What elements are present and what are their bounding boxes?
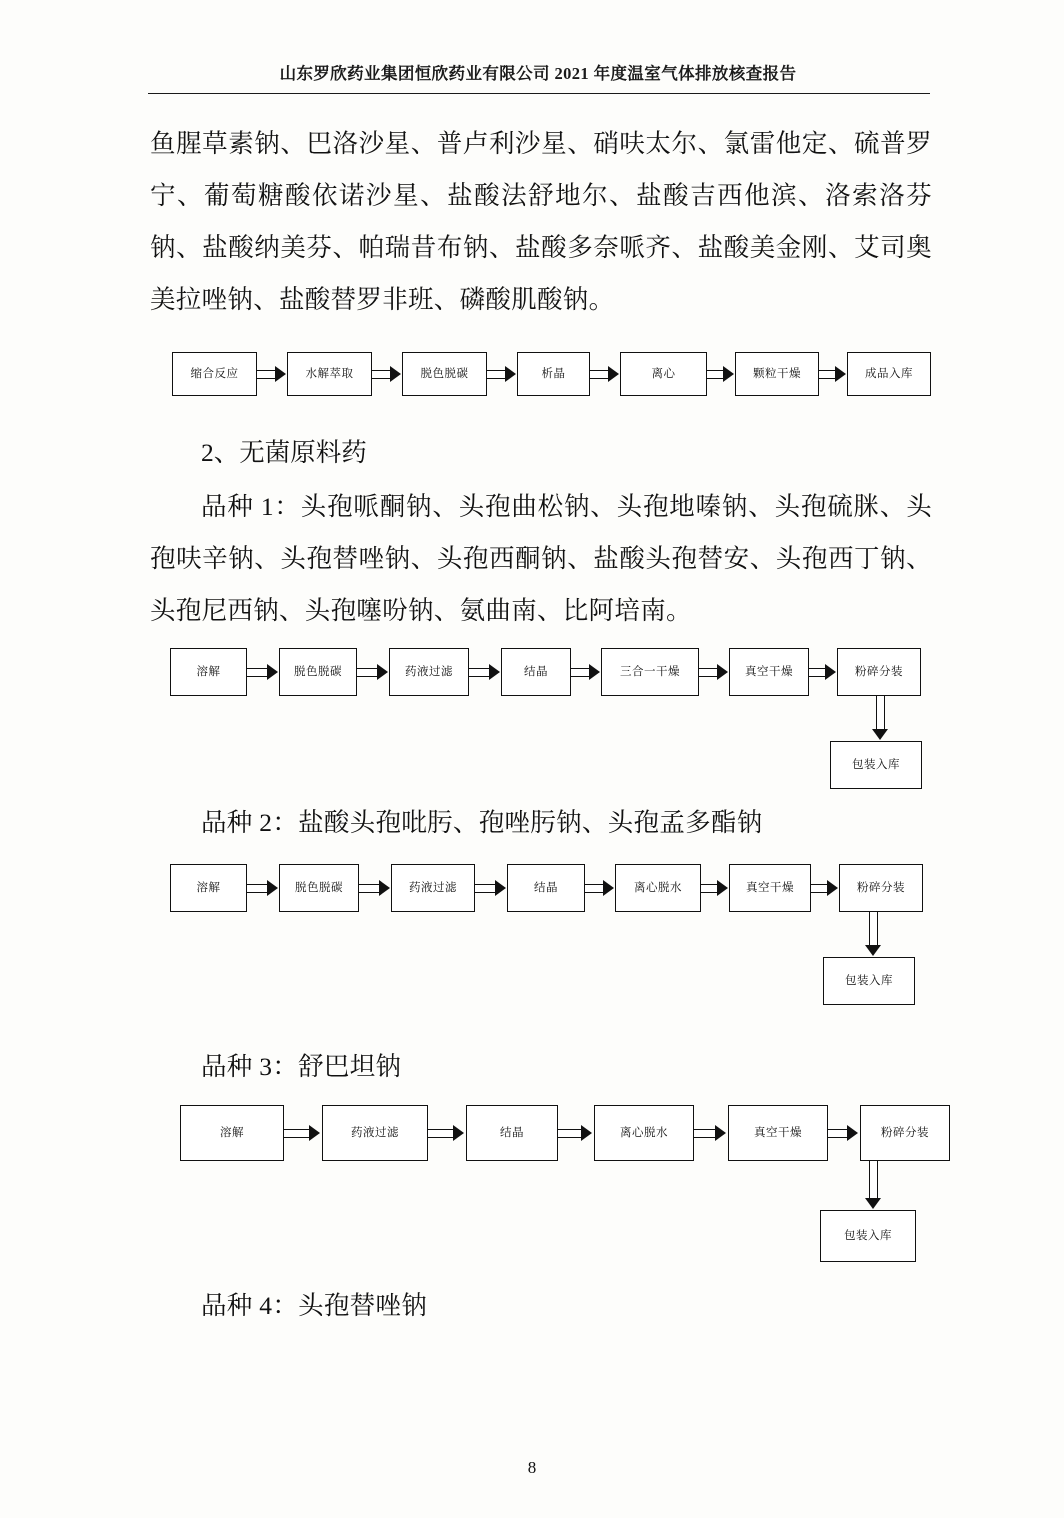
flow-node: 真空干燥 (728, 1105, 828, 1161)
paragraph-variety-4: 品种 4：头孢替唑钠 (201, 1291, 428, 1320)
flow-node: 溶解 (170, 648, 247, 696)
arrow-right-icon (469, 665, 501, 679)
flow-node: 水解萃取 (287, 352, 372, 396)
flowchart-1 (172, 352, 931, 396)
flow-node-tail: 包装入库 (830, 741, 922, 789)
arrow-right-icon (571, 665, 601, 679)
arrow-right-icon (247, 665, 279, 679)
flowchart-2 (170, 648, 921, 771)
arrow-right-icon (590, 367, 620, 381)
arrow-right-icon (701, 881, 729, 895)
flow-node: 结晶 (466, 1105, 558, 1161)
flow-node: 离心脱水 (615, 864, 701, 912)
flow-node: 离心脱水 (594, 1105, 694, 1161)
arrow-right-icon (809, 665, 837, 679)
paragraph-variety-1: 品种 1：头孢哌酮钠、头孢曲松钠、头孢地嗪钠、头孢硫脒、头孢呋辛钠、头孢替唑钠、头孢西酮钠、盐酸头孢替安、头孢西丁钠、头孢尼西钠、头孢噻吩钠、氨曲南、比阿培南。 (150, 492, 932, 625)
flow-node-tail: 包装入库 (820, 1210, 916, 1262)
paragraph-variety-3: 品种 3：舒巴坦钠 (201, 1052, 402, 1081)
section-heading-2: 2、无菌原料药 (201, 438, 367, 467)
flow-node: 粉碎分装 (860, 1105, 950, 1161)
arrow-right-icon (475, 881, 507, 895)
arrow-right-icon (558, 1126, 594, 1140)
arrow-right-icon (585, 881, 615, 895)
flow-node: 脱色脱碳 (279, 648, 357, 696)
flow-node: 缩合反应 (172, 352, 257, 396)
flow-node: 药液过滤 (389, 648, 469, 696)
flow-node: 析晶 (517, 352, 590, 396)
flow-node: 粉碎分装 (839, 864, 923, 912)
flow-node: 真空干燥 (729, 648, 809, 696)
paragraph-variety-2: 品种 2：盐酸头孢吡肟、孢唑肟钠、头孢孟多酯钠 (201, 808, 763, 837)
flow-node: 溶解 (170, 864, 247, 912)
flowchart-3 (170, 864, 923, 987)
page-header: 山东罗欣药业集团恒欣药业有限公司 2021 年度温室气体排放核查报告 (279, 64, 797, 83)
flow-node: 成品入库 (847, 352, 931, 396)
flow-node: 结晶 (507, 864, 585, 912)
paragraph-drug-list: 鱼腥草素钠、巴洛沙星、普卢利沙星、硝呋太尔、氯雷他定、硫普罗宁、葡萄糖酸依诺沙星、盐酸法舒地尔、盐酸吉西他滨、洛索洛芬钠、盐酸纳美芬、帕瑞昔布钠、盐酸多奈哌齐、盐酸美金刚、艾司奥美拉唑钠、盐酸替罗非班、磷酸肌酸钠。 (150, 129, 932, 314)
flow-node: 溶解 (180, 1105, 284, 1161)
arrow-right-icon (357, 665, 389, 679)
arrow-right-icon (707, 367, 735, 381)
arrow-right-icon (828, 1126, 860, 1140)
arrow-right-icon (487, 367, 517, 381)
arrow-right-icon (428, 1126, 466, 1140)
flow-node: 药液过滤 (391, 864, 475, 912)
flow-node: 颗粒干燥 (735, 352, 819, 396)
arrow-right-icon (811, 881, 839, 895)
flow-node: 结晶 (501, 648, 571, 696)
arrow-down-icon (865, 1161, 881, 1209)
flow-node: 脱色脱碳 (402, 352, 487, 396)
flowchart-4 (180, 1105, 950, 1242)
arrow-down-icon (872, 696, 888, 740)
arrow-right-icon (699, 665, 729, 679)
arrow-right-icon (359, 881, 391, 895)
arrow-right-icon (694, 1126, 728, 1140)
arrow-down-icon (865, 912, 881, 956)
arrow-right-icon (284, 1126, 322, 1140)
flow-node: 药液过滤 (322, 1105, 428, 1161)
flow-node-tail: 包装入库 (823, 957, 915, 1005)
arrow-right-icon (819, 367, 847, 381)
page-number: 8 (527, 1458, 537, 1477)
flow-node: 离心 (620, 352, 707, 396)
flow-node: 粉碎分装 (837, 648, 921, 696)
flow-node: 真空干燥 (729, 864, 811, 912)
flow-node: 脱色脱碳 (279, 864, 359, 912)
arrow-right-icon (247, 881, 279, 895)
header-divider (148, 93, 930, 94)
flow-node: 三合一干燥 (601, 648, 699, 696)
arrow-right-icon (257, 367, 287, 381)
arrow-right-icon (372, 367, 402, 381)
